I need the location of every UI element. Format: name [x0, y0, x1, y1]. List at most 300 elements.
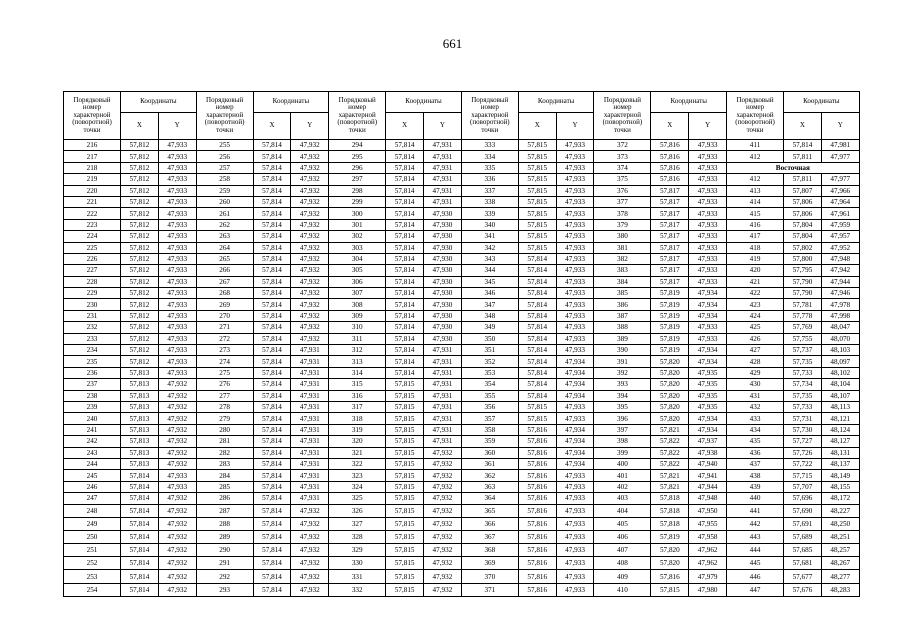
y-cell: 47,933	[158, 288, 196, 299]
y-cell: 47,931	[291, 401, 329, 412]
point-number-cell: 433	[727, 413, 784, 424]
y-cell: 47,931	[291, 390, 329, 401]
point-number-cell: 317	[329, 401, 386, 412]
y-cell: 47,931	[424, 151, 462, 162]
x-cell: 57,814	[253, 310, 291, 321]
y-cell: 47,932	[424, 517, 462, 530]
x-cell: 57,812	[121, 219, 159, 230]
y-cell: 47,933	[158, 367, 196, 378]
point-number-cell: 400	[594, 458, 651, 469]
header-coordinates: Координаты	[253, 92, 329, 113]
y-cell: 47,933	[689, 333, 727, 344]
x-cell: 57,819	[651, 530, 689, 543]
point-number-cell: 429	[727, 367, 784, 378]
x-cell: 57,820	[651, 557, 689, 570]
x-cell: 57,815	[518, 196, 556, 207]
x-cell: 57,814	[253, 458, 291, 469]
x-cell: 57,815	[386, 436, 424, 447]
x-cell: 57,814	[518, 253, 556, 264]
x-cell: 57,814	[518, 345, 556, 356]
y-cell: 48,155	[821, 481, 859, 492]
point-number-cell: 403	[594, 493, 651, 504]
x-cell: 57,726	[784, 447, 822, 458]
y-cell: 47,930	[424, 288, 462, 299]
x-cell: 57,820	[651, 356, 689, 367]
x-cell: 57,814	[386, 288, 424, 299]
x-cell: 57,814	[518, 276, 556, 287]
y-cell: 47,940	[689, 458, 727, 469]
point-number-cell: 436	[727, 447, 784, 458]
x-cell: 57,816	[518, 544, 556, 557]
y-cell: 47,935	[689, 379, 727, 390]
point-number-cell: 392	[594, 367, 651, 378]
y-cell: 47,934	[556, 367, 594, 378]
point-number-cell: 350	[461, 333, 518, 344]
point-number-cell: 435	[727, 436, 784, 447]
point-number-cell: 382	[594, 253, 651, 264]
x-cell: 57,814	[253, 401, 291, 412]
y-cell: 47,944	[821, 276, 859, 287]
table-row	[64, 481, 860, 492]
y-cell: 47,932	[291, 185, 329, 196]
y-cell: 47,932	[158, 530, 196, 543]
point-number-cell: 239	[64, 401, 121, 412]
y-cell: 47,933	[158, 174, 196, 185]
x-cell: 57,817	[651, 242, 689, 253]
y-cell: 47,952	[821, 242, 859, 253]
point-number-cell: 438	[727, 470, 784, 481]
y-cell: 47,934	[689, 288, 727, 299]
x-cell: 57,814	[253, 517, 291, 530]
point-number-cell: 318	[329, 413, 386, 424]
header-point-number: Порядковый номер характерной (поворотной) точки	[329, 92, 386, 140]
point-number-cell: 303	[329, 242, 386, 253]
y-cell: 47,948	[689, 493, 727, 504]
table-row	[64, 265, 860, 276]
header-x: X	[121, 113, 159, 140]
y-cell: 47,934	[556, 458, 594, 469]
x-cell: 57,722	[784, 458, 822, 469]
y-cell: 47,933	[556, 196, 594, 207]
y-cell: 47,931	[424, 174, 462, 185]
y-cell: 47,932	[291, 544, 329, 557]
x-cell: 57,821	[651, 481, 689, 492]
x-cell: 57,804	[784, 231, 822, 242]
x-cell: 57,795	[784, 265, 822, 276]
table-row	[64, 356, 860, 367]
point-number-cell: 434	[727, 424, 784, 435]
point-number-cell: 405	[594, 517, 651, 530]
point-number-cell: 286	[196, 493, 253, 504]
x-cell: 57,814	[253, 493, 291, 504]
y-cell: 47,935	[689, 390, 727, 401]
point-number-cell: 309	[329, 310, 386, 321]
x-cell: 57,815	[386, 458, 424, 469]
point-number-cell: 282	[196, 447, 253, 458]
y-cell: 47,934	[689, 310, 727, 321]
y-cell: 47,932	[424, 470, 462, 481]
x-cell: 57,814	[518, 367, 556, 378]
x-cell: 57,813	[121, 447, 159, 458]
point-number-cell: 257	[196, 162, 253, 173]
x-cell: 57,822	[651, 458, 689, 469]
y-cell: 47,933	[556, 470, 594, 481]
point-number-cell: 314	[329, 367, 386, 378]
point-number-cell: 352	[461, 356, 518, 367]
table-row	[64, 174, 860, 185]
point-number-cell: 413	[727, 185, 784, 196]
point-number-cell: 246	[64, 481, 121, 492]
point-number-cell: 401	[594, 470, 651, 481]
y-cell: 47,933	[556, 310, 594, 321]
y-cell: 47,933	[556, 333, 594, 344]
point-number-cell: 420	[727, 265, 784, 276]
y-cell: 47,932	[291, 231, 329, 242]
table-row	[64, 185, 860, 196]
y-cell: 48,113	[821, 401, 859, 412]
y-cell: 48,102	[821, 367, 859, 378]
point-number-cell: 395	[594, 401, 651, 412]
table-row	[64, 231, 860, 242]
y-cell: 47,933	[158, 265, 196, 276]
x-cell: 57,816	[518, 447, 556, 458]
x-cell: 57,814	[253, 367, 291, 378]
header-y: Y	[689, 113, 727, 140]
table-row	[64, 583, 860, 596]
point-number-cell: 367	[461, 530, 518, 543]
y-cell: 47,980	[689, 583, 727, 596]
y-cell: 47,933	[689, 208, 727, 219]
point-number-cell: 416	[727, 219, 784, 230]
point-number-cell: 292	[196, 570, 253, 583]
x-cell: 57,814	[121, 504, 159, 517]
point-number-cell: 216	[64, 140, 121, 151]
x-cell: 57,820	[651, 544, 689, 557]
x-cell: 57,815	[518, 231, 556, 242]
y-cell: 47,933	[556, 401, 594, 412]
table-row	[64, 436, 860, 447]
x-cell: 57,814	[253, 231, 291, 242]
point-number-cell: 399	[594, 447, 651, 458]
y-cell: 47,957	[821, 231, 859, 242]
x-cell: 57,811	[784, 174, 822, 185]
x-cell: 57,812	[121, 356, 159, 367]
point-number-cell: 249	[64, 517, 121, 530]
y-cell: 47,934	[556, 379, 594, 390]
y-cell: 47,931	[424, 401, 462, 412]
y-cell: 48,097	[821, 356, 859, 367]
x-cell: 57,815	[386, 530, 424, 543]
y-cell: 47,933	[689, 151, 727, 162]
y-cell: 47,932	[158, 458, 196, 469]
x-cell: 57,814	[518, 379, 556, 390]
point-number-cell: 379	[594, 219, 651, 230]
y-cell: 47,932	[291, 288, 329, 299]
point-number-cell: 281	[196, 436, 253, 447]
x-cell: 57,814	[253, 253, 291, 264]
x-cell: 57,814	[518, 310, 556, 321]
y-cell: 47,930	[424, 231, 462, 242]
point-number-cell: 396	[594, 413, 651, 424]
x-cell: 57,816	[518, 583, 556, 596]
x-cell: 57,814	[386, 162, 424, 173]
point-number-cell: 410	[594, 583, 651, 596]
point-number-cell: 415	[727, 208, 784, 219]
x-cell: 57,816	[651, 570, 689, 583]
y-cell: 47,933	[689, 231, 727, 242]
table-row	[64, 242, 860, 253]
section-label: Восточная	[727, 162, 860, 173]
y-cell: 47,931	[291, 436, 329, 447]
x-cell: 57,816	[518, 530, 556, 543]
point-number-cell: 296	[329, 162, 386, 173]
x-cell: 57,816	[518, 470, 556, 481]
point-number-cell: 240	[64, 413, 121, 424]
point-number-cell: 331	[329, 570, 386, 583]
point-number-cell: 386	[594, 299, 651, 310]
y-cell: 47,935	[689, 401, 727, 412]
x-cell: 57,689	[784, 530, 822, 543]
x-cell: 57,815	[518, 174, 556, 185]
y-cell: 47,966	[821, 185, 859, 196]
y-cell: 47,933	[556, 345, 594, 356]
point-number-cell: 440	[727, 493, 784, 504]
y-cell: 47,931	[291, 345, 329, 356]
y-cell: 47,941	[689, 470, 727, 481]
y-cell: 47,933	[689, 253, 727, 264]
x-cell: 57,817	[651, 219, 689, 230]
x-cell: 57,733	[784, 401, 822, 412]
point-number-cell: 334	[461, 151, 518, 162]
x-cell: 57,814	[253, 379, 291, 390]
x-cell: 57,814	[253, 436, 291, 447]
point-number-cell: 394	[594, 390, 651, 401]
y-cell: 47,932	[424, 530, 462, 543]
y-cell: 47,932	[291, 276, 329, 287]
x-cell: 57,814	[121, 493, 159, 504]
point-number-cell: 417	[727, 231, 784, 242]
point-number-cell: 389	[594, 333, 651, 344]
x-cell: 57,816	[651, 174, 689, 185]
y-cell: 47,931	[291, 413, 329, 424]
point-number-cell: 383	[594, 265, 651, 276]
header-point-number: Порядковый номер характерной (поворотной) точки	[727, 92, 784, 140]
y-cell: 47,932	[291, 333, 329, 344]
y-cell: 47,932	[291, 570, 329, 583]
point-number-cell: 445	[727, 557, 784, 570]
x-cell: 57,790	[784, 288, 822, 299]
x-cell: 57,755	[784, 333, 822, 344]
point-number-cell: 361	[461, 458, 518, 469]
x-cell: 57,815	[386, 583, 424, 596]
table-row	[64, 345, 860, 356]
point-number-cell: 221	[64, 196, 121, 207]
x-cell: 57,814	[253, 299, 291, 310]
y-cell: 47,931	[424, 436, 462, 447]
point-number-cell: 390	[594, 345, 651, 356]
point-number-cell: 412	[727, 151, 784, 162]
point-number-cell: 425	[727, 322, 784, 333]
header-point-number: Порядковый номер характерной (поворотной) точки	[64, 92, 121, 140]
x-cell: 57,812	[121, 310, 159, 321]
x-cell: 57,812	[121, 151, 159, 162]
y-cell: 47,931	[424, 390, 462, 401]
point-number-cell: 294	[329, 140, 386, 151]
x-cell: 57,812	[121, 185, 159, 196]
table-row	[64, 253, 860, 264]
point-number-cell: 424	[727, 310, 784, 321]
y-cell: 47,933	[158, 196, 196, 207]
point-number-cell: 313	[329, 356, 386, 367]
point-number-cell: 235	[64, 356, 121, 367]
point-number-cell: 238	[64, 390, 121, 401]
y-cell: 48,124	[821, 424, 859, 435]
x-cell: 57,817	[651, 253, 689, 264]
y-cell: 47,931	[291, 493, 329, 504]
y-cell: 47,932	[291, 151, 329, 162]
point-number-cell: 273	[196, 345, 253, 356]
x-cell: 57,814	[253, 276, 291, 287]
y-cell: 47,933	[556, 140, 594, 151]
point-number-cell: 259	[196, 185, 253, 196]
table-row	[64, 470, 860, 481]
x-cell: 57,816	[518, 504, 556, 517]
y-cell: 47,932	[158, 557, 196, 570]
y-cell: 47,946	[821, 288, 859, 299]
y-cell: 47,978	[821, 299, 859, 310]
y-cell: 47,933	[158, 140, 196, 151]
y-cell: 47,932	[291, 504, 329, 517]
point-number-cell: 376	[594, 185, 651, 196]
table-row	[64, 310, 860, 321]
y-cell: 47,931	[424, 185, 462, 196]
x-cell: 57,813	[121, 413, 159, 424]
x-cell: 57,812	[121, 208, 159, 219]
point-number-cell: 258	[196, 174, 253, 185]
point-number-cell: 219	[64, 174, 121, 185]
point-number-cell: 288	[196, 517, 253, 530]
x-cell: 57,819	[651, 288, 689, 299]
point-number-cell: 339	[461, 208, 518, 219]
point-number-cell: 364	[461, 493, 518, 504]
point-number-cell: 325	[329, 493, 386, 504]
point-number-cell: 275	[196, 367, 253, 378]
y-cell: 47,932	[424, 544, 462, 557]
x-cell: 57,816	[518, 481, 556, 492]
x-cell: 57,769	[784, 322, 822, 333]
x-cell: 57,815	[386, 517, 424, 530]
x-cell: 57,814	[386, 367, 424, 378]
y-cell: 47,932	[291, 583, 329, 596]
point-number-cell: 297	[329, 174, 386, 185]
table-row	[64, 557, 860, 570]
x-cell: 57,814	[386, 185, 424, 196]
point-number-cell: 418	[727, 242, 784, 253]
point-number-cell: 328	[329, 530, 386, 543]
point-number-cell: 422	[727, 288, 784, 299]
y-cell: 47,933	[556, 151, 594, 162]
x-cell: 57,816	[518, 493, 556, 504]
y-cell: 47,934	[689, 345, 727, 356]
table-row	[64, 447, 860, 458]
x-cell: 57,715	[784, 470, 822, 481]
y-cell: 47,998	[821, 310, 859, 321]
point-number-cell: 365	[461, 504, 518, 517]
y-cell: 47,933	[556, 265, 594, 276]
y-cell: 47,931	[291, 447, 329, 458]
x-cell: 57,733	[784, 367, 822, 378]
y-cell: 47,931	[424, 196, 462, 207]
x-cell: 57,814	[386, 208, 424, 219]
point-number-cell: 306	[329, 276, 386, 287]
y-cell: 47,933	[158, 231, 196, 242]
point-number-cell: 330	[329, 557, 386, 570]
y-cell: 47,933	[556, 185, 594, 196]
x-cell: 57,814	[386, 196, 424, 207]
point-number-cell: 447	[727, 583, 784, 596]
point-number-cell: 371	[461, 583, 518, 596]
point-number-cell: 446	[727, 570, 784, 583]
point-number-cell: 351	[461, 345, 518, 356]
x-cell: 57,814	[386, 253, 424, 264]
y-cell: 47,930	[424, 265, 462, 276]
x-cell: 57,815	[518, 208, 556, 219]
x-cell: 57,814	[386, 356, 424, 367]
x-cell: 57,814	[386, 242, 424, 253]
y-cell: 47,961	[821, 208, 859, 219]
header-y: Y	[158, 113, 196, 140]
point-number-cell: 358	[461, 424, 518, 435]
x-cell: 57,816	[651, 151, 689, 162]
point-number-cell: 356	[461, 401, 518, 412]
point-number-cell: 347	[461, 299, 518, 310]
point-number-cell: 250	[64, 530, 121, 543]
x-cell: 57,819	[651, 345, 689, 356]
x-cell: 57,815	[386, 424, 424, 435]
point-number-cell: 301	[329, 219, 386, 230]
y-cell: 47,931	[424, 162, 462, 173]
point-number-cell: 256	[196, 151, 253, 162]
point-number-cell: 348	[461, 310, 518, 321]
point-number-cell: 220	[64, 185, 121, 196]
y-cell: 47,932	[291, 219, 329, 230]
y-cell: 48,283	[821, 583, 859, 596]
point-number-cell: 248	[64, 504, 121, 517]
y-cell: 47,932	[158, 424, 196, 435]
point-number-cell: 247	[64, 493, 121, 504]
point-number-cell: 323	[329, 470, 386, 481]
y-cell: 47,933	[556, 162, 594, 173]
y-cell: 47,950	[689, 504, 727, 517]
x-cell: 57,814	[253, 413, 291, 424]
y-cell: 47,933	[556, 253, 594, 264]
x-cell: 57,814	[253, 356, 291, 367]
y-cell: 47,932	[291, 208, 329, 219]
x-cell: 57,814	[253, 162, 291, 173]
point-number-cell: 312	[329, 345, 386, 356]
y-cell: 47,977	[821, 174, 859, 185]
point-number-cell: 326	[329, 504, 386, 517]
point-number-cell: 267	[196, 276, 253, 287]
y-cell: 47,931	[424, 424, 462, 435]
point-number-cell: 291	[196, 557, 253, 570]
point-number-cell: 260	[196, 196, 253, 207]
x-cell: 57,814	[253, 557, 291, 570]
point-number-cell: 421	[727, 276, 784, 287]
y-cell: 47,932	[291, 140, 329, 151]
x-cell: 57,814	[518, 265, 556, 276]
point-number-cell: 409	[594, 570, 651, 583]
